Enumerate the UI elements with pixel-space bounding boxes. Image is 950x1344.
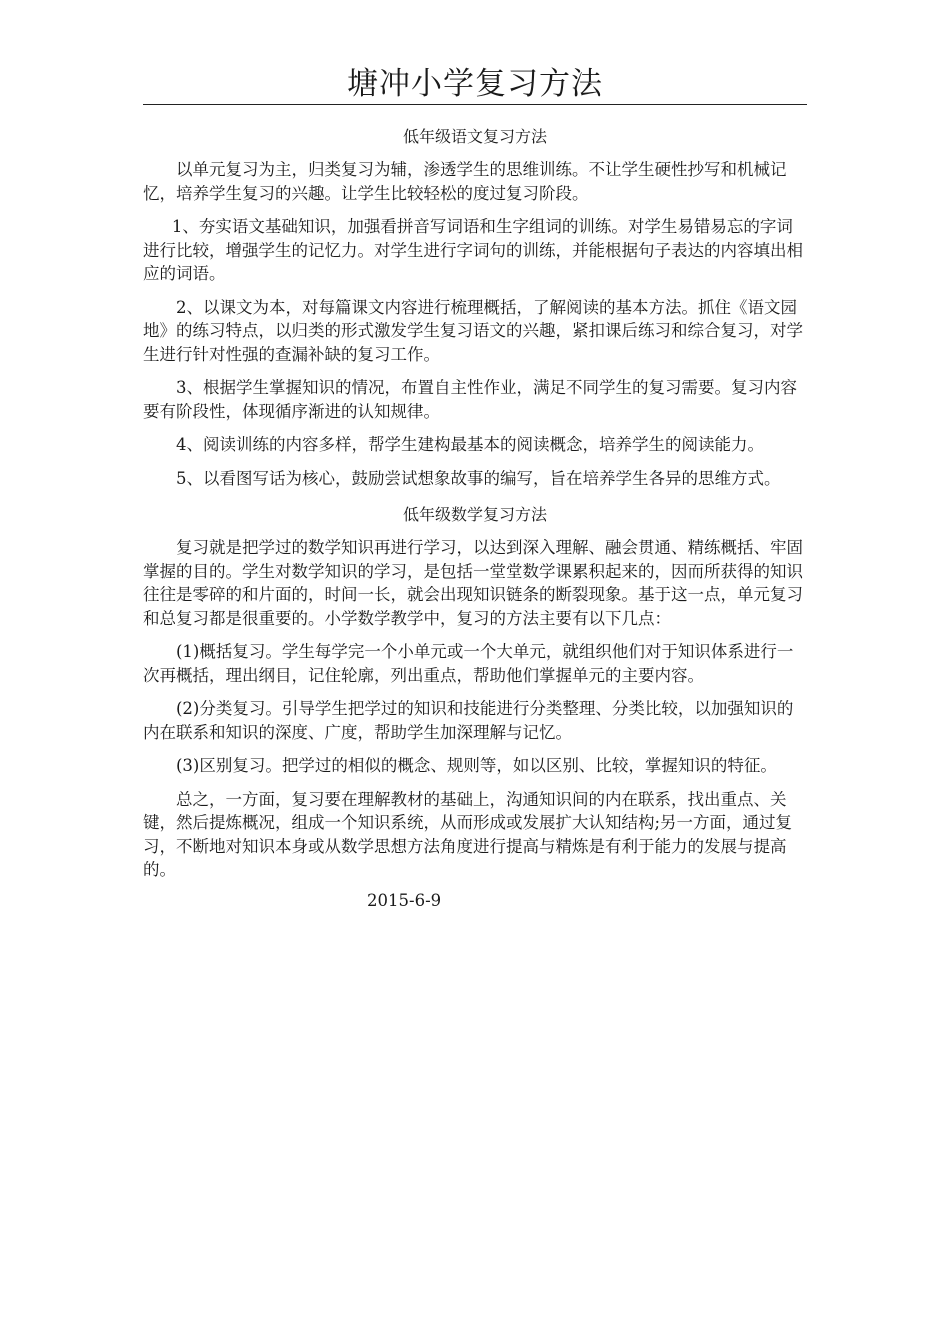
- paragraph: (1)概括复习。学生每学完一个小单元或一个大单元，就组织他们对于知识体系进行一次再概括，理出纲目，记住轮廓，列出重点，帮助他们掌握单元的主要内容。: [143, 642, 794, 685]
- paragraph: 以单元复习为主，归类复习为辅，渗透学生的思维训练。不让学生硬性抄写和机械记忆，培养学生复习的兴趣。让学生比较轻松的度过复习阶段。: [143, 160, 787, 203]
- paragraph: (3)区别复习。把学过的相似的概念、规则等，如以区别、比较，掌握知识的特征。: [176, 756, 777, 775]
- section-heading-math: 低年级数学复习方法: [402, 505, 547, 524]
- paragraph: 4、阅读训练的内容多样，帮学生建构最基本的阅读概念，培养学生的阅读能力。: [176, 435, 764, 454]
- paragraph: 总之，一方面，复习要在理解教材的基础上，沟通知识间的内在联系，找出重点、关键，然后提炼概况，组成一个知识系统，从而形成或发展扩大认知结构;另一方面，通过复习，不断地对知识本身或从数学思想方法角度进行提高与精炼是有利于能力的发展与提高的。: [143, 789, 793, 879]
- paragraph: 5、以看图写话为核心，鼓励尝试想象故事的编写，旨在培养学生各异的思维方式。: [176, 468, 781, 488]
- paragraph: 1、夯实语文基础知识，加强看拼音写词语和生字组词的训练。对学生易错易忘的字词进行比较，增强学生的记忆力。对学生进行字词句的训练，并能根据句子表达的内容填出相应的词语。: [143, 217, 803, 283]
- document-title: 塘冲小学复习方法: [347, 66, 603, 102]
- paragraph: 3、根据学生掌握知识的情况，布置自主性作业，满足不同学生的复习需要。复习内容要有阶段性，体现循序渐进的认知规律。: [143, 378, 797, 421]
- paragraph: (2)分类复习。引导学生把学过的知识和技能进行分类整理、分类比较，以加强知识的内在联系和知识的深度、广度，帮助学生加深理解与记忆。: [143, 699, 794, 742]
- section-heading-chinese: 低年级语文复习方法: [402, 127, 547, 146]
- paragraph: 复习就是把学过的数学知识再进行学习，以达到深入理解、融会贯通、精练概括、牢固掌握的目的。学生对数学知识的学习，是包括一堂堂数学课累积起来的，因而所获得的知识往往是零碎的和片面的，时间一长，就会出现知识链条的断裂现象。基于这一点，单元复习和总复习都是很重要的。小学数学教学中，复习的方法主要有以下几点：: [143, 538, 803, 628]
- document-date: 2015-6-9: [367, 890, 442, 910]
- title-underline: [143, 104, 807, 105]
- document-page: [143, 0, 807, 912]
- paragraph: 2、以课文为本，对每篇课文内容进行梳理概括，了解阅读的基本方法。抓住《语文园地》的练习特点，以归类的形式激发学生复习语文的兴趣，紧扣课后练习和综合复习，对学生进行针对性强的查漏补缺的复习工作。: [143, 297, 803, 364]
